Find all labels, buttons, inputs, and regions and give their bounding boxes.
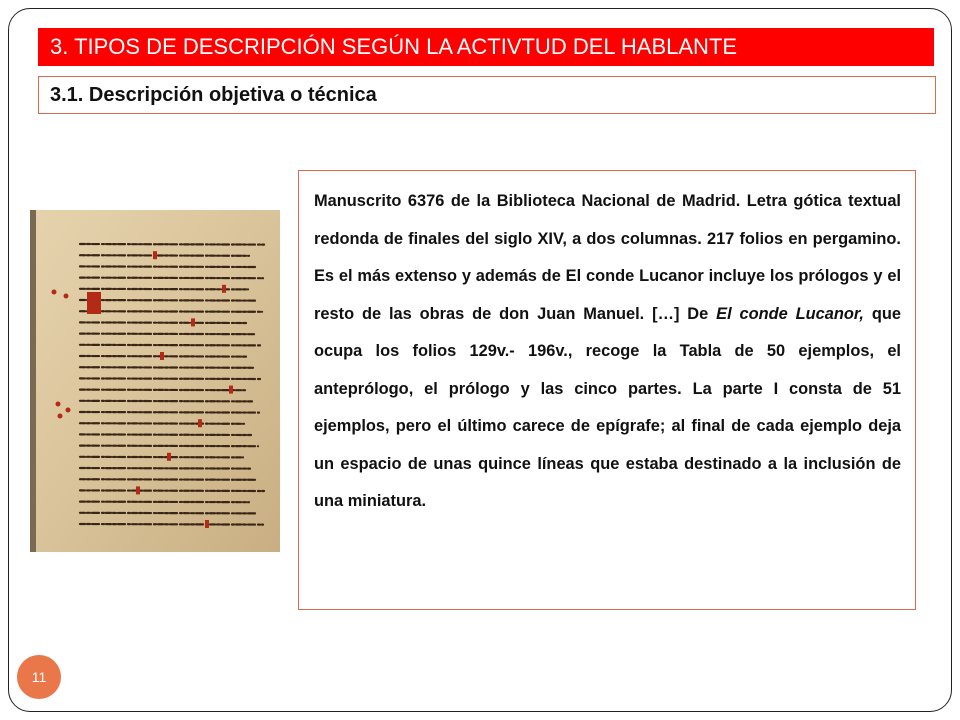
- text-part-1: Manuscrito 6376 de la Biblioteca Nacional de Madrid. Letra gótica textual redonda de finales del siglo XIV, a dos columnas. 217 folios en pergamino. Es el más extenso y además de El conde Lucanor incluye los prólogos y el resto de las obras de don Juan Manuel. […] De: [314, 192, 901, 323]
- manuscript-page-image: [30, 210, 280, 552]
- text-part-2: que ocupa los folios 129v.- 196v., recoge la Tabla de 50 ejemplos, el anteprólogo, el prólogo y las cinco partes. La parte I consta de 51 ejemplos, pero el último carece de epígrafe; al final de cada ejemplo deja un espacio de unas quince líneas que estaba destinado a la inclusión de una miniatura.: [314, 304, 901, 510]
- description-box: [298, 170, 916, 610]
- page-number-badge: 11: [17, 655, 61, 699]
- manuscript-image: [30, 210, 280, 552]
- description-text: [314, 183, 901, 521]
- slide-subtitle: 3.1. Descripción objetiva o técnica: [38, 76, 936, 114]
- book-title: El conde Lucanor,: [716, 304, 864, 323]
- slide-title: 3. TIPOS DE DESCRIPCIÓN SEGÚN LA ACTIVTUD DEL HABLANTE: [38, 28, 934, 66]
